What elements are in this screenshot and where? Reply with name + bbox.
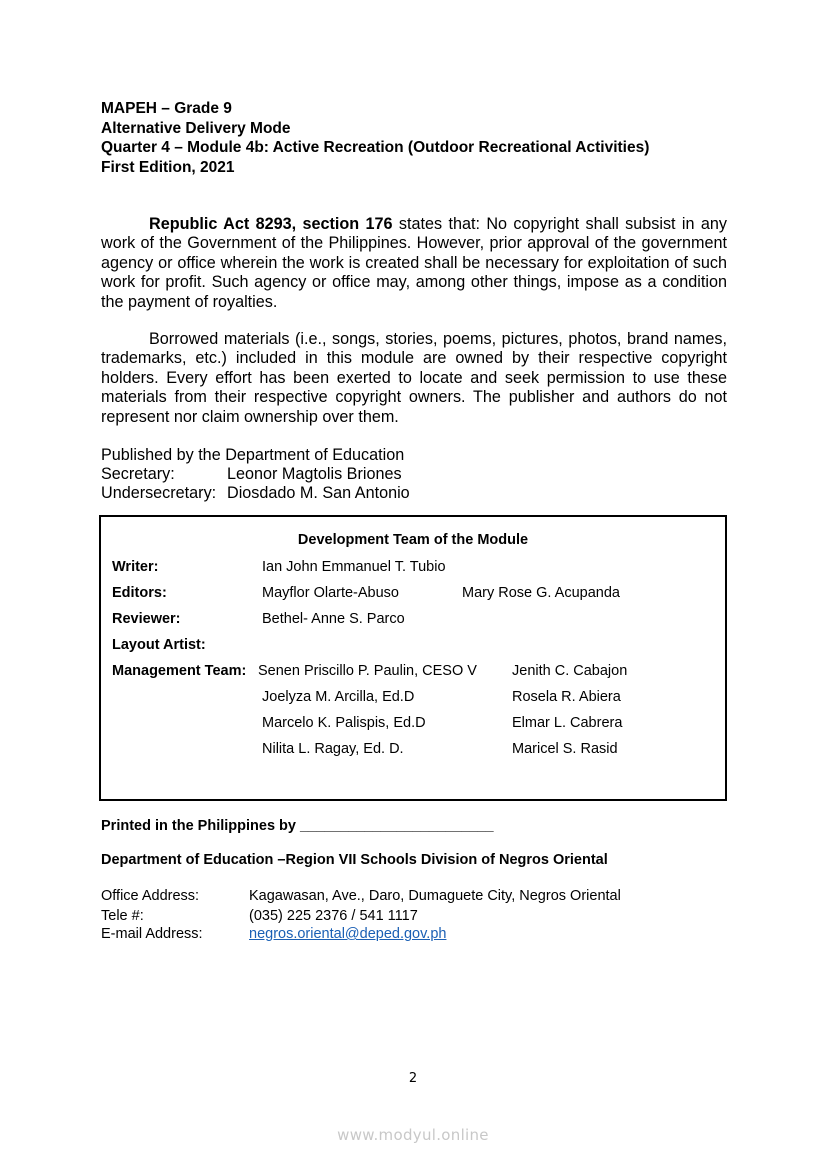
- watermark: www.modyul.online: [337, 1126, 489, 1144]
- writer-name: Ian John Emmanuel T. Tubio: [262, 559, 446, 575]
- management-label: Management Team:: [112, 663, 247, 679]
- undersecretary-label: Undersecretary:: [101, 484, 217, 502]
- editors-label: Editors:: [112, 585, 167, 601]
- layout-artist-label: Layout Artist:: [112, 637, 206, 653]
- email-label: E-mail Address:: [101, 926, 203, 942]
- module-title: Quarter 4 – Module 4b: Active Recreation (Outdoor Recreational Activities): [101, 139, 650, 156]
- reviewer-name: Bethel- Anne S. Parco: [262, 611, 405, 627]
- development-team-title: Development Team of the Module: [297, 532, 529, 548]
- edition: First Edition, 2021: [101, 159, 235, 176]
- management-member: Maricel S. Rasid: [512, 741, 618, 757]
- telephone-number: (035) 225 2376 / 541 1117: [249, 908, 418, 924]
- management-member: Jenith C. Cabajon: [512, 663, 628, 679]
- copyright-law-reference: Republic Act 8293, section 176: [149, 215, 393, 233]
- secretary-label: Secretary:: [101, 465, 175, 483]
- borrowed-materials-paragraph: Borrowed materials (i.e., songs, stories, poems, pictures, photos, brand names, trademarks, etc.) included in this module are owned by their respective copyright holders. Every effort has been exerted to locate and seek permission to use these materials from their respective copyright owners. The publisher and authors do not represent nor claim ownership over them.: [101, 330, 727, 426]
- email-link[interactable]: negros.oriental@deped.gov.ph: [249, 926, 447, 942]
- management-member: Marcelo K. Palispis, Ed.D: [262, 715, 426, 731]
- editor-name: Mayflor Olarte-Abuso: [262, 585, 399, 601]
- editor-name: Mary Rose G. Acupanda: [462, 585, 620, 601]
- copyright-paragraph: [101, 215, 727, 312]
- reviewer-label: Reviewer:: [112, 611, 181, 627]
- printed-by: Printed in the Philippines by ________________________: [101, 818, 494, 834]
- writer-label: Writer:: [112, 559, 159, 575]
- management-member: Rosela R. Abiera: [512, 689, 621, 705]
- copyright-text: states that: No copyright shall subsist in any work of the Government of the Philippines. However, prior approval of the government agency or office wherein the work is created shall be necessary for exploitation of such work for profit. Such agency or office may, among other things, impose as a condition the payment of royalties.: [101, 215, 727, 311]
- secretary-name: Leonor Magtolis Briones: [227, 465, 402, 483]
- division-name: Department of Education –Region VII Schools Division of Negros Oriental: [101, 852, 608, 868]
- published-by: Published by the Department of Education: [101, 446, 405, 464]
- delivery-mode: Alternative Delivery Mode: [101, 120, 291, 137]
- office-address: Kagawasan, Ave., Daro, Dumaguete City, Negros Oriental: [249, 888, 621, 904]
- undersecretary-name: Diosdado M. San Antonio: [227, 484, 410, 502]
- management-member: Senen Priscillo P. Paulin, CESO V: [258, 663, 477, 679]
- management-member: Nilita L. Ragay, Ed. D.: [262, 741, 404, 757]
- subject-grade: MAPEH – Grade 9: [101, 100, 232, 117]
- development-team-box: [99, 515, 727, 801]
- page-number: 2: [408, 1071, 418, 1086]
- management-member: Joelyza M. Arcilla, Ed.D: [262, 689, 415, 705]
- management-member: Elmar L. Cabrera: [512, 715, 623, 731]
- office-address-label: Office Address:: [101, 888, 200, 904]
- telephone-label: Tele #:: [101, 908, 144, 924]
